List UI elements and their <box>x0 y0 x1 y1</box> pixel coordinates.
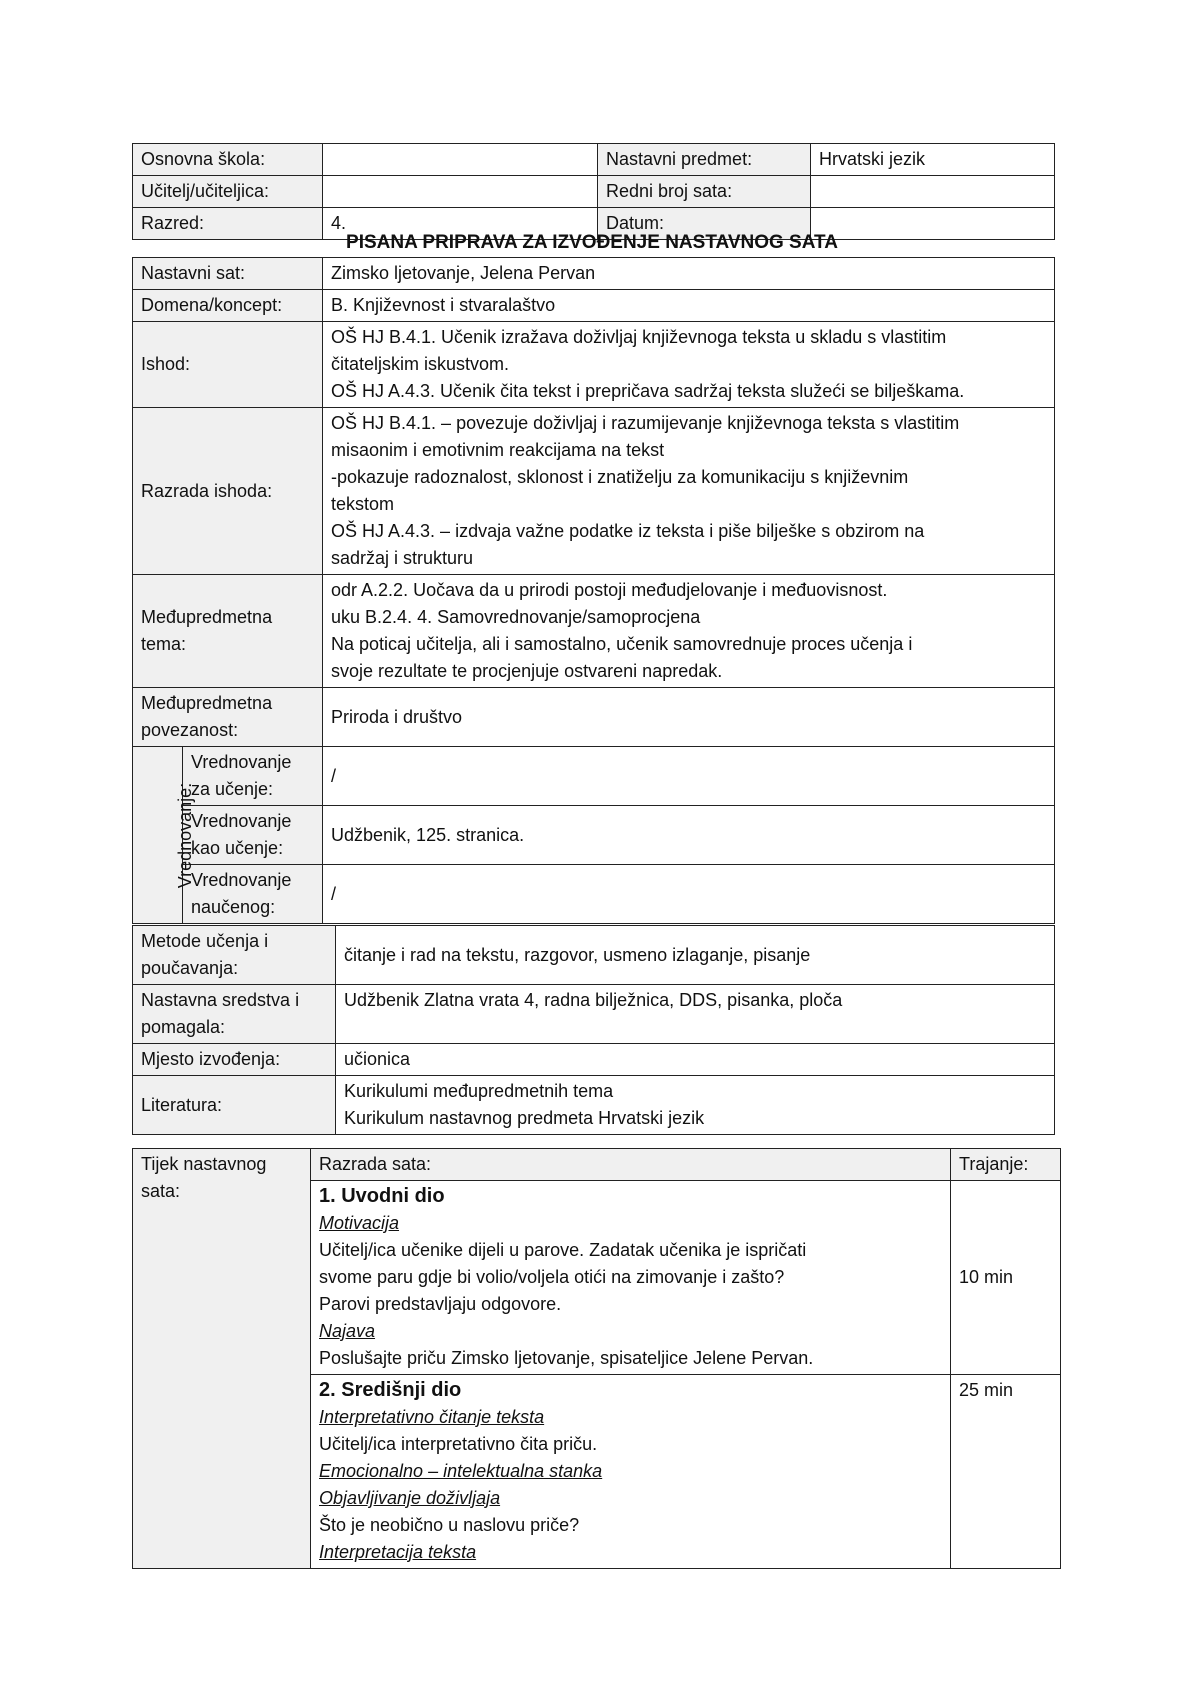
eval-for-label-line: Vrednovanje <box>191 752 292 772</box>
eval-as-label-line: Vrednovanje <box>191 811 292 831</box>
elaboration-line: misaonim i emotivnim reakcijama na tekst <box>331 440 665 460</box>
outcome-line: čitateljskim iskustvom. <box>331 354 510 374</box>
eval-as-value: Udžbenik, 125. stranica. <box>323 806 1055 865</box>
middle-line: Što je neobično u naslovu priče? <box>319 1515 580 1535</box>
cross-theme-line: odr A.2.2. Uočava da u prirodi postoji međudjelovanje i međuovisnost. <box>331 580 888 600</box>
eval-of-label-line: Vrednovanje <box>191 870 292 890</box>
cross-theme-line: Na poticaj učitelja, ali i samostalno, učenik samovrednuje proces učenja i <box>331 634 913 654</box>
intro-subheading: Motivacija <box>319 1213 400 1233</box>
intro-line: Učitelj/ica učenike dijeli u parove. Zadatak učenika je ispričati <box>319 1240 807 1260</box>
elaboration-line: sadržaj i strukturu <box>331 548 474 568</box>
flow-label <box>133 1149 311 1569</box>
cross-theme-label-line: tema: <box>141 634 187 654</box>
eval-as-label <box>183 806 323 865</box>
cross-link-label-line: povezanost: <box>141 720 239 740</box>
lesson-label: Nastavni sat: <box>133 258 323 290</box>
place-value: učionica <box>336 1044 1055 1076</box>
teacher-label: Učitelj/učiteljica: <box>133 176 323 208</box>
eval-of-value: / <box>323 865 1055 924</box>
grade-label: Razred: <box>133 208 323 240</box>
flow-label-line: Tijek nastavnog <box>141 1154 267 1174</box>
middle-line: Učitelj/ica interpretativno čita priču. <box>319 1434 598 1454</box>
elaboration-value <box>323 408 1055 575</box>
lesson-number-label: Redni broj sata: <box>598 176 811 208</box>
methods-table <box>132 925 1055 1135</box>
outcome-value <box>323 322 1055 408</box>
lesson-table <box>132 257 1055 924</box>
methods-label-line: poučavanja: <box>141 958 239 978</box>
intro-line: svome paru gdje bi volio/voljela otići na zimovanje i zašto? <box>319 1267 785 1287</box>
intro-subheading: Najava <box>319 1321 376 1341</box>
literature-line: Kurikulum nastavnog predmeta Hrvatski jezik <box>344 1108 705 1128</box>
literature-label: Literatura: <box>133 1076 336 1135</box>
middle-subheading: Interpretacija teksta <box>319 1542 477 1562</box>
aids-label-line: Nastavna sredstva i <box>141 990 300 1010</box>
cross-link-value: Priroda i društvo <box>323 688 1055 747</box>
cross-theme-line: svoje rezultate te procjenjuje ostvareni napredak. <box>331 661 723 681</box>
evaluation-label <box>133 747 196 924</box>
aids-label <box>133 985 336 1044</box>
duration-header: Trajanje: <box>951 1149 1061 1181</box>
aids-label-line: pomagala: <box>141 1017 226 1037</box>
intro-line: Poslušajte priču Zimsko ljetovanje, spisateljice Jelene Pervan. <box>319 1348 814 1368</box>
intro-line: Parovi predstavljaju odgovore. <box>319 1294 562 1314</box>
school-value <box>323 144 598 176</box>
intro-duration: 10 min <box>951 1181 1061 1375</box>
eval-as-label-line: kao učenje: <box>191 838 284 858</box>
header-table <box>132 143 1055 240</box>
methods-label-line: Metode učenja i <box>141 931 269 951</box>
methods-value: čitanje i rad na tekstu, razgovor, usmeno izlaganje, pisanje <box>336 926 1055 985</box>
eval-for-value: / <box>323 747 1055 806</box>
document-title: PISANA PRIPRAVA ZA IZVOĐENJE NASTAVNOG SATA <box>346 232 838 253</box>
outcome-label: Ishod: <box>133 322 323 408</box>
outcome-line: OŠ HJ A.4.3. Učenik čita tekst i prepričava sadržaj teksta služeći se bilješkama. <box>331 381 965 401</box>
subject-value: Hrvatski jezik <box>811 144 1055 176</box>
middle-subheading: Interpretativno čitanje teksta <box>319 1407 545 1427</box>
place-label: Mjesto izvođenja: <box>133 1044 336 1076</box>
eval-for-label-line: za učenje: <box>191 779 274 799</box>
cross-link-label-line: Međupredmetna <box>141 693 273 713</box>
cross-theme-label-line: Međupredmetna <box>141 607 273 627</box>
middle-duration: 25 min <box>951 1375 1061 1569</box>
flow-table <box>132 1148 1061 1569</box>
middle-subheading: Emocionalno – intelektualna stanka <box>319 1461 603 1481</box>
literature-value <box>336 1076 1055 1135</box>
eval-of-label <box>183 865 323 924</box>
elaboration-line: OŠ HJ B.4.1. – povezuje doživljaj i razumijevanje književnoga teksta s vlastitim <box>331 413 960 433</box>
cross-theme-label <box>133 575 323 688</box>
lesson-value: Zimsko ljetovanje, Jelena Pervan <box>323 258 1055 290</box>
eval-for-label <box>183 747 323 806</box>
intro-heading: 1. Uvodni dio <box>319 1185 445 1207</box>
intro-section <box>311 1181 951 1375</box>
middle-section <box>311 1375 951 1569</box>
cross-theme-value <box>323 575 1055 688</box>
elaboration-label: Razrada ishoda: <box>133 408 323 575</box>
aids-value: Udžbenik Zlatna vrata 4, radna bilježnica, DDS, pisanka, ploča <box>336 985 1055 1044</box>
flow-label-line: sata: <box>141 1181 181 1201</box>
methods-label <box>133 926 336 985</box>
middle-heading: 2. Središnji dio <box>319 1379 462 1401</box>
outcome-line: OŠ HJ B.4.1. Učenik izražava doživljaj književnoga teksta u skladu s vlastitim <box>331 327 947 347</box>
grade-value: 4. <box>323 208 598 240</box>
cross-theme-line: uku B.2.4. 4. Samovrednovanje/samoprocjena <box>331 607 701 627</box>
lesson-number-value <box>811 176 1055 208</box>
subject-label: Nastavni predmet: <box>598 144 811 176</box>
elaboration-line: OŠ HJ A.4.3. – izdvaja važne podatke iz teksta i piše bilješke s obzirom na <box>331 521 925 541</box>
cross-link-label <box>133 688 323 747</box>
elaboration-line: -pokazuje radoznalost, sklonost i znatiželju za komunikaciju s književnim <box>331 467 909 487</box>
middle-subheading: Objavljivanje doživljaja <box>319 1488 501 1508</box>
elaboration-header: Razrada sata: <box>311 1149 951 1181</box>
domain-label: Domena/koncept: <box>133 290 323 322</box>
elaboration-line: tekstom <box>331 494 395 514</box>
date-label: Datum: <box>598 208 811 240</box>
domain-value: B. Književnost i stvaralaštvo <box>323 290 1055 322</box>
teacher-value <box>323 176 598 208</box>
literature-line: Kurikulumi međupredmetnih tema <box>344 1081 614 1101</box>
eval-of-label-line: naučenog: <box>191 897 276 917</box>
school-label: Osnovna škola: <box>133 144 323 176</box>
evaluation-label-text: Vrednovanje: <box>175 782 196 888</box>
